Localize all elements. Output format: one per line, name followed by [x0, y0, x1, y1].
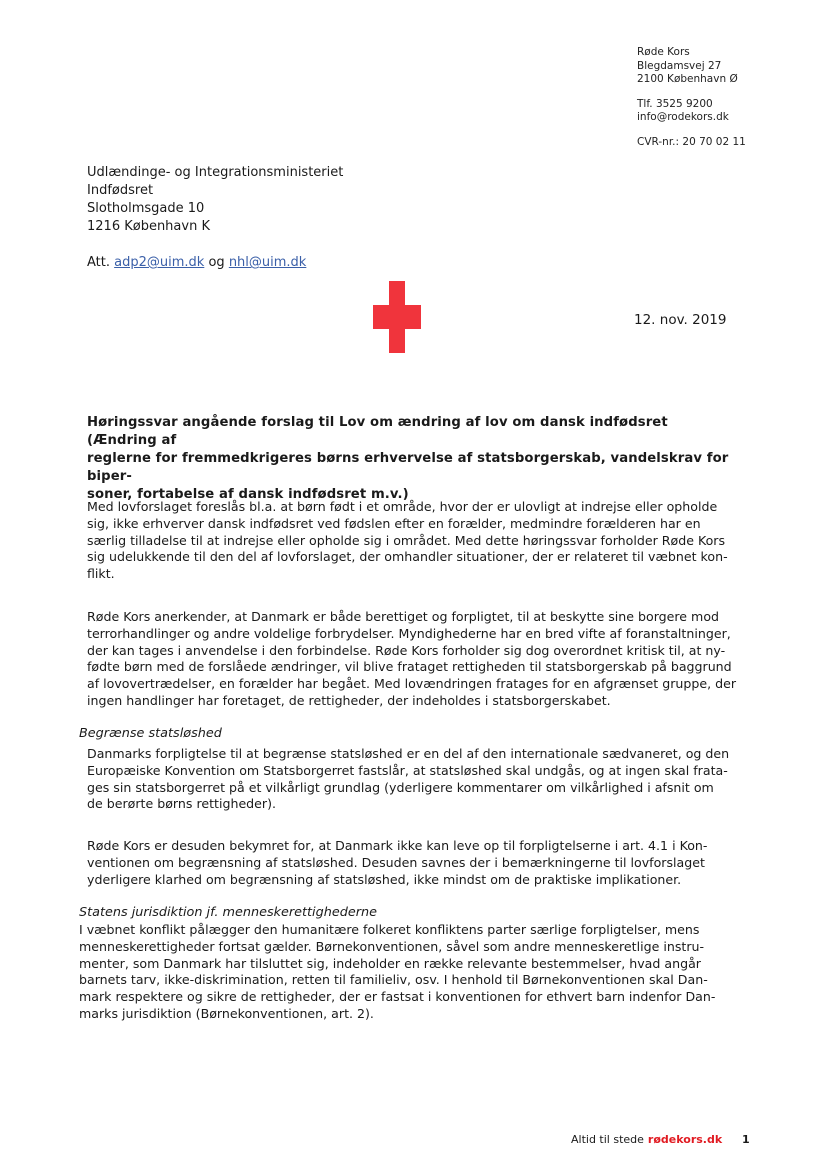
text-line: sig udelukkende til den del af lovforslaget, der omhandler situationer, der er relateret til væbnet kon- [87, 549, 728, 565]
text-line: af lovovertrædelser, en forælder har begået. Med lovændringen fratages for en afgrænset gruppe, der [87, 676, 737, 692]
text-line: de berørte børns rettigheder). [87, 796, 277, 812]
heading-line: soner, fortabelse af dansk indfødsret m.v.) [87, 487, 409, 502]
recipient-line: Slotholmsgade 10 [87, 201, 205, 216]
att-joiner: og [208, 255, 225, 270]
text-line: der kan tages i anvendelse i den forbindelse. Røde Kors forholder sig dog overordnet kritisk til, at ny- [87, 642, 726, 658]
text-line: menter, som Danmark har tilsluttet sig, indeholder en række relevante bestemmelser, hvad angår [79, 955, 701, 971]
text-line: barnets tarv, ikke-diskrimination, retten til familieliv, osv. I henhold til Børnekonventionen skal Dan- [79, 972, 708, 988]
paragraph-jurisdiction [79, 922, 739, 1023]
letter-date: 12. nov. 2019 [634, 312, 727, 328]
text-line: Europæiske Konvention om Statsborgerret fastslår, at statsløshed skal undgås, og at ingen skal frata- [87, 762, 728, 778]
subheading-statelessness: Begrænse statsløshed [79, 726, 222, 741]
text-line: flikt. [87, 566, 115, 582]
text-line: ventionen om begrænsning af statsløshed. Desuden savnes der i bemærkningerne til lovforslaget [87, 854, 705, 870]
sender-city: 2100 København Ø [637, 73, 738, 85]
sender-cvr: CVR-nr.: 20 70 02 11 [637, 135, 746, 148]
cross-horizontal-bar [373, 305, 421, 329]
text-line: terrorhandlinger og andre voldelige forbrydelser. Myndighederne har en bred vifte af foranstaltninger, [87, 625, 731, 641]
recipient-line: 1216 København K [87, 219, 210, 234]
recipient-line: Udlændinge- og Integrationsministeriet [87, 165, 344, 180]
page-number: 1 [742, 1133, 750, 1146]
heading-line: Høringssvar angående forslag til Lov om ændring af lov om dansk indfødsret (Ændring af [87, 415, 668, 448]
footer-brand-link[interactable]: rødekors.dk [647, 1133, 723, 1146]
attention-line [87, 254, 306, 272]
text-line: Danmarks forpligtelse til at begrænse statsløshed er en del af den internationale sædvaneret, og den [87, 746, 730, 761]
sender-phone: Tlf. 3525 9200 [637, 97, 713, 110]
red-cross-logo-icon [373, 281, 421, 353]
letter-heading [87, 414, 737, 504]
sender-name: Røde Kors [637, 46, 690, 58]
recipient-line: Indfødsret [87, 183, 154, 198]
att-email-link[interactable]: nhl@uim.dk [228, 255, 307, 270]
text-line: yderligere klarhed om begrænsning af statsløshed, ikke mindst om de praktiske implikationer. [87, 871, 682, 887]
text-line: Med lovforslaget foreslås bl.a. at børn født i et område, hvor der er ulovligt at indrejse eller opholde [87, 499, 718, 514]
recipient-address [87, 164, 343, 236]
text-line: Røde Kors er desuden bekymret for, at Danmark ikke kan leve op til forpligtelserne i art. 4.1 i Kon- [87, 838, 708, 853]
page-footer [571, 1133, 722, 1147]
sender-address [637, 46, 746, 149]
text-line: fødte børn med de forslåede ændringer, vil blive frataget rettigheden til statsborgerskab på baggrund [87, 659, 732, 675]
text-line: mark respektere og sikre de rettigheder, der er fastsat i konventionen for ethvert barn indenfor Dan- [79, 989, 716, 1005]
paragraph-concern [87, 838, 737, 888]
text-line: ingen handlinger har foretaget, de rettigheder, der indeholdes i statsborgerskabet. [87, 692, 611, 708]
subheading-jurisdiction: Statens jurisdiktion jf. menneskerettighederne [79, 905, 377, 920]
heading-line: reglerne for fremmedkrigeres børns erhvervelse af statsborgerskab, vandelskrav for biper- [87, 451, 729, 484]
footer-tagline: Altid til stede [571, 1133, 644, 1146]
paragraph-acknowledgement [87, 609, 737, 710]
paragraph-intro [87, 499, 737, 583]
text-line: menneskerettigheder fortsat gælder. Børnekonventionen, såvel som andre menneskeretlige instru- [79, 938, 705, 954]
att-prefix: Att. [87, 255, 110, 270]
text-line: særlig tilladelse til at indrejse eller opholde sig i området. Med dette høringssvar forholder Røde Kors [87, 532, 726, 548]
text-line: I væbnet konflikt pålægger den humanitære folkeret konfliktens parter særlige forpligtelser, mens [79, 922, 700, 937]
text-line: sig, ikke erhverver dansk indfødsret ved fødslen efter en forælder, medmindre forælderen har en [87, 515, 701, 531]
att-email-link[interactable]: adp2@uim.dk [114, 255, 205, 270]
text-line: ges sin statsborgerret på et vilkårligt grundlag (yderligere kommentarer om vilkårlighed i afsnit om [87, 779, 714, 795]
text-line: marks jurisdiktion (Børnekonventionen, art. 2). [79, 1005, 374, 1021]
sender-street: Blegdamsvej 27 [637, 59, 722, 72]
paragraph-statelessness [87, 746, 737, 813]
sender-email: info@rodekors.dk [637, 111, 729, 123]
text-line: Røde Kors anerkender, at Danmark er både berettiget og forpligtet, til at beskytte sine borgere mod [87, 609, 720, 624]
